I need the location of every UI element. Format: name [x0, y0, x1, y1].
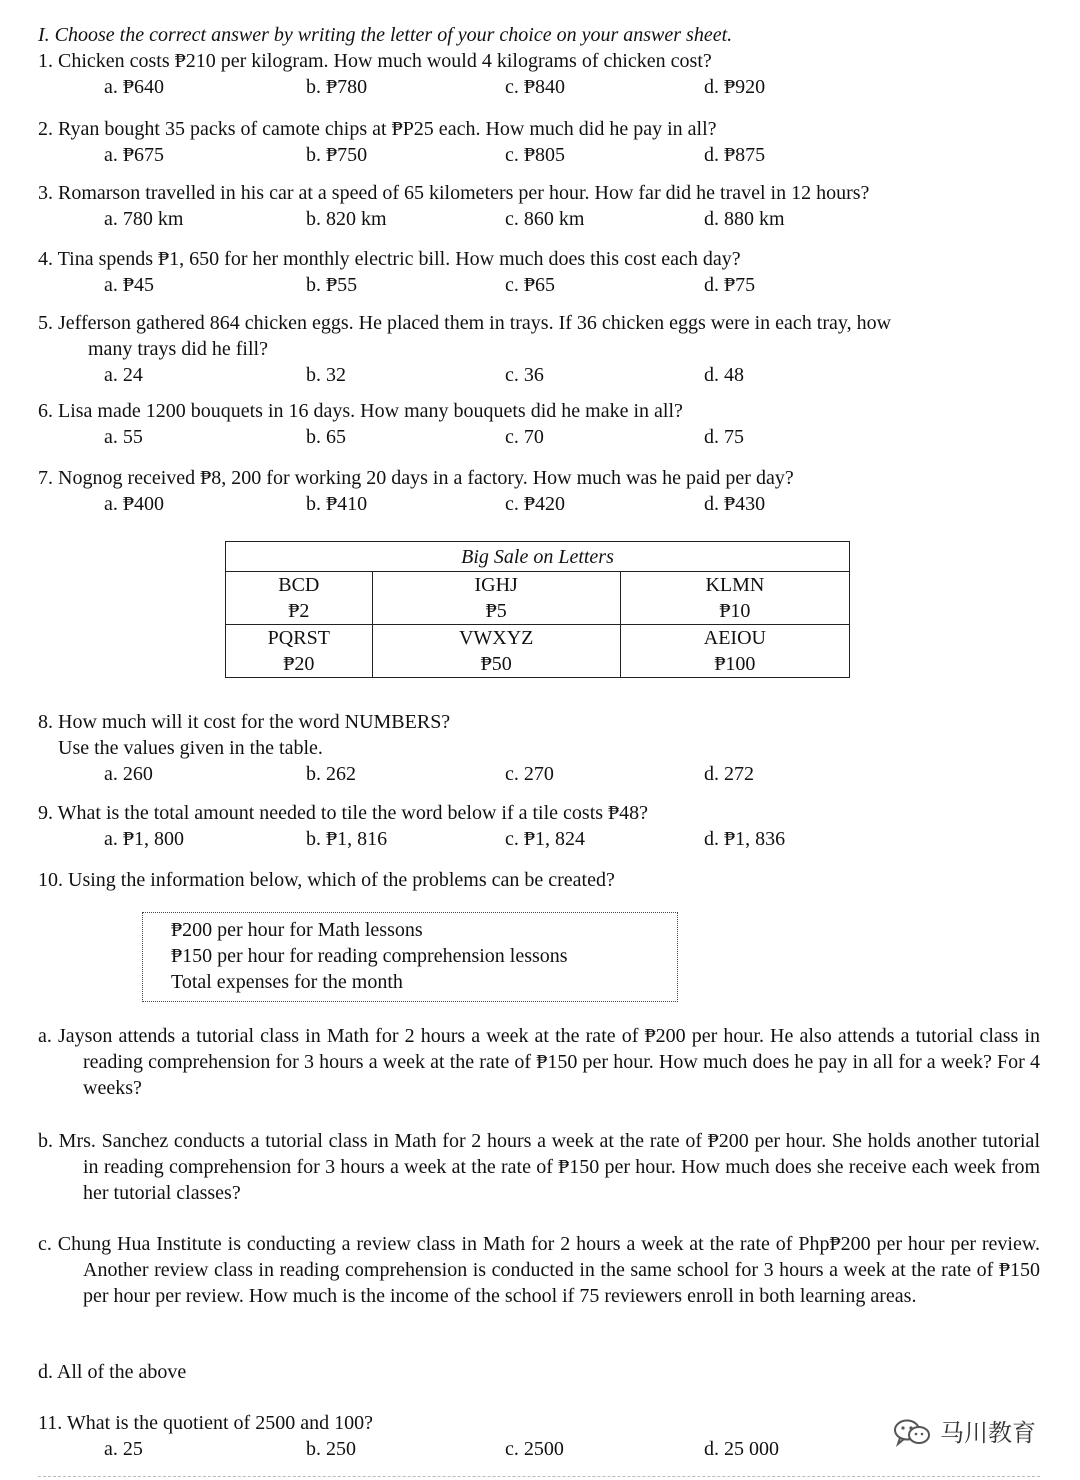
choice-text: c. Chung Hua Institute is conducting a review class in Math for 2 hours a week at the rate of Php₱200 per hour per review. Another review class in reading comprehension is conducted in the same school for 3 hours a week at the rate of ₱150 per hour per review. How much is the income of the school if 75 reviewers enroll in both learning areas. — [38, 1233, 1040, 1307]
question-text-continued: Use the values given in the table. — [58, 737, 323, 759]
question-10 — [38, 867, 1048, 893]
instructions: I. Choose the correct answer by writing the letter of your choice on your answer sheet. — [38, 24, 733, 46]
option-d: d. ₱75 — [704, 274, 756, 296]
watermark-logo — [892, 1418, 1036, 1448]
option-d: d. 880 km — [704, 208, 785, 230]
option-b: b. 250 — [306, 1438, 356, 1460]
option-c: c. 860 km — [505, 208, 585, 230]
option-a: a. ₱45 — [104, 274, 154, 296]
option-a: a. 25 — [104, 1438, 143, 1460]
question-text: 4. Tina spends ₱1, 650 for her monthly electric bill. How much does this cost each day? — [38, 248, 741, 270]
question-text: 7. Nognog received ₱8, 200 for working 20 days in a factory. How much was he paid per day? — [38, 467, 794, 489]
question-text: 5. Jefferson gathered 864 chicken eggs. He placed them in trays. If 36 chicken eggs were in each tray, how — [38, 312, 892, 334]
option-d: d. ₱920 — [704, 76, 766, 98]
cell-letters: PQRST — [267, 627, 330, 649]
question-text: 11. What is the quotient of 2500 and 100? — [38, 1412, 373, 1434]
choice-10d — [38, 1359, 1040, 1385]
info-box — [142, 912, 678, 1002]
cell-letters: BCD — [278, 574, 320, 596]
options — [38, 826, 1048, 852]
info-line: Total expenses for the month — [171, 971, 403, 993]
question-9 — [38, 800, 1048, 852]
options — [38, 491, 1048, 517]
cell-price: ₱20 — [283, 653, 315, 675]
table-cell — [620, 625, 849, 678]
cell-price: ₱100 — [714, 653, 756, 675]
options — [38, 272, 1048, 298]
options — [38, 142, 1048, 168]
choice-text: a. Jayson attends a tutorial class in Math for 2 hours a week at the rate of ₱200 per hour. He also attends a tutorial class in reading comprehension for 3 hours a week at the rate of ₱150 per hour. How much does he pay in all for a week? For 4 weeks? — [38, 1025, 1040, 1099]
option-b: b. 820 km — [306, 208, 387, 230]
choice-10a — [38, 1023, 1040, 1101]
question-text: 9. What is the total amount needed to tile the word below if a tile costs ₱48? — [38, 802, 649, 824]
table-row — [226, 572, 850, 625]
option-b: b. 262 — [306, 763, 356, 785]
options — [38, 424, 1048, 450]
options — [38, 362, 1048, 388]
question-text: 3. Romarson travelled in his car at a speed of 65 kilometers per hour. How far did he travel in 12 hours? — [38, 182, 870, 204]
option-b: b. 65 — [306, 426, 346, 448]
question-6 — [38, 398, 1048, 450]
table-cell — [372, 572, 620, 625]
option-d: d. 272 — [704, 763, 754, 785]
question-text: 1. Chicken costs ₱210 per kilogram. How much would 4 kilograms of chicken cost? — [38, 50, 712, 72]
option-c: c. ₱805 — [505, 144, 565, 166]
question-1 — [38, 48, 1048, 100]
table-title: Big Sale on Letters — [226, 542, 850, 572]
option-a: a. 55 — [104, 426, 143, 448]
question-2 — [38, 116, 1048, 168]
question-text: 6. Lisa made 1200 bouquets in 16 days. How many bouquets did he make in all? — [38, 400, 683, 422]
table-cell — [372, 625, 620, 678]
options — [38, 206, 1048, 232]
table-cell — [620, 572, 849, 625]
option-d: d. 75 — [704, 426, 744, 448]
choice-10b — [38, 1128, 1040, 1206]
option-d: d. 25 000 — [704, 1438, 779, 1460]
option-a: a. ₱400 — [104, 493, 164, 515]
option-d: d. ₱430 — [704, 493, 766, 515]
choice-text: b. Mrs. Sanchez conducts a tutorial class in Math for 2 hours a week at the rate of ₱200 per hour. She holds another tutorial in reading comprehension for 3 hours a week at the rate of ₱150 per hour. How much does she receive each week from her tutorial classes? — [38, 1130, 1040, 1204]
option-a: a. 24 — [104, 364, 143, 386]
option-b: b. ₱750 — [306, 144, 368, 166]
cell-price: ₱50 — [480, 653, 512, 675]
question-3 — [38, 180, 1048, 232]
option-b: b. ₱410 — [306, 493, 368, 515]
option-a: a. 260 — [104, 763, 153, 785]
wechat-icon — [892, 1418, 932, 1448]
option-c: c. ₱1, 824 — [505, 828, 585, 850]
option-c: c. 270 — [505, 763, 554, 785]
option-c: c. ₱65 — [505, 274, 555, 296]
table-row — [226, 625, 850, 678]
watermark-text: 马川教育 — [940, 1419, 1036, 1447]
option-b: b. ₱780 — [306, 76, 368, 98]
table-cell — [226, 572, 373, 625]
cell-letters: AEIOU — [703, 627, 766, 649]
big-sale-table — [225, 541, 850, 678]
question-text: 8. How much will it cost for the word NUMBERS? — [38, 711, 451, 733]
option-a: a. ₱640 — [104, 76, 164, 98]
cell-letters: VWXYZ — [458, 627, 534, 649]
option-c: c. 70 — [505, 426, 544, 448]
option-c: c. 36 — [505, 364, 544, 386]
option-a: a. ₱1, 800 — [104, 828, 184, 850]
cell-price: ₱5 — [485, 600, 507, 622]
question-text: 2. Ryan bought 35 packs of camote chips at ₱P25 each. How much did he pay in all? — [38, 118, 717, 140]
option-a: a. 780 km — [104, 208, 184, 230]
options — [38, 761, 1048, 787]
option-b: b. 32 — [306, 364, 346, 386]
cell-price: ₱2 — [288, 600, 310, 622]
cell-letters: IGHJ — [474, 574, 518, 596]
option-a: a. ₱675 — [104, 144, 164, 166]
option-d: d. 48 — [704, 364, 744, 386]
page-bottom-rule — [38, 1476, 1040, 1477]
option-b: b. ₱1, 816 — [306, 828, 388, 850]
option-c: c. ₱840 — [505, 76, 565, 98]
option-b: b. ₱55 — [306, 274, 358, 296]
info-line: ₱200 per hour for Math lessons — [171, 919, 423, 941]
choice-10c — [38, 1231, 1040, 1309]
choice-text: d. All of the above — [38, 1361, 187, 1383]
option-c: c. ₱420 — [505, 493, 565, 515]
cell-letters: KLMN — [705, 574, 765, 596]
options — [38, 74, 1048, 100]
info-line: ₱150 per hour for reading comprehension lessons — [171, 945, 568, 967]
question-7 — [38, 465, 1048, 517]
option-c: c. 2500 — [505, 1438, 564, 1460]
question-4 — [38, 246, 1048, 298]
table-cell — [226, 625, 373, 678]
question-5 — [38, 310, 1048, 388]
option-d: d. ₱1, 836 — [704, 828, 786, 850]
option-d: d. ₱875 — [704, 144, 766, 166]
question-8 — [38, 709, 1048, 787]
cell-price: ₱10 — [719, 600, 751, 622]
question-text-continued: many trays did he fill? — [88, 338, 268, 360]
question-text: 10. Using the information below, which of the problems can be created? — [38, 869, 615, 891]
